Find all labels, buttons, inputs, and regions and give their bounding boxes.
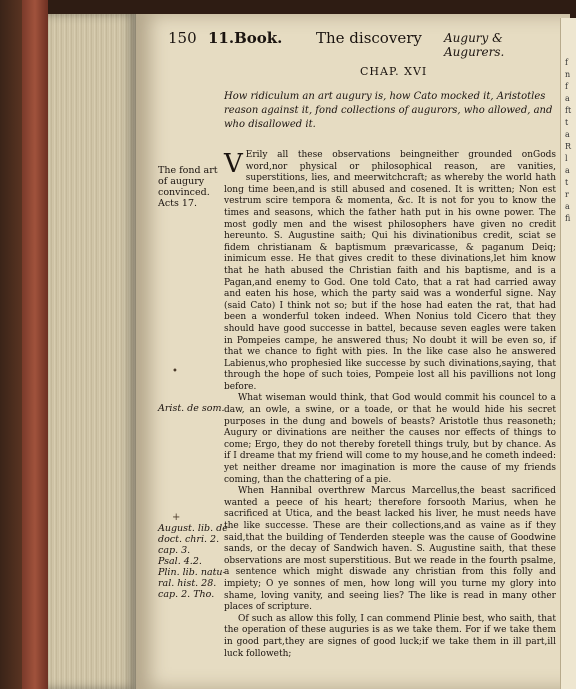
next-page-fragment: a: [565, 166, 570, 175]
page-stack-edge: [48, 14, 136, 689]
next-page-fragment: a: [565, 202, 570, 211]
margin-note-fond-art: The fond art of augury convinced. Acts 17.: [158, 165, 218, 209]
next-page-fragment: l: [565, 154, 568, 163]
paragraph: Of such as allow this folly, I can commend Plinie best, who saith, that the operation of these auguries is as we take them. For if we take them in good part,they are signes of good luck;if we take them in ill part,ill luck followeth;: [224, 613, 556, 659]
next-page-fragment: a: [565, 94, 570, 103]
margin-note-aristotle: Arist. de som.: [158, 403, 225, 414]
chapter-summary: How ridiculum an art augury is, how Cato mocked it, Aristotles reason against it, fond collections of augurors, who allowed, and who disallowed it.: [224, 91, 553, 130]
running-head: Augury & Augurers.: [444, 31, 505, 59]
next-page-fragment: a: [565, 130, 570, 139]
paragraph: V Erily all these observations beingneither grounded onGods word,nor physical or philosophical reason, are vanities, superstitions, lies, and meerwitchcraft; as whereby the world hath long time been,and is still abused and cosened. It is written; Non est vestrum scire tempora & momenta, &c. It is not for you to know the times and seasons, which the father hath put in his owne power. The most godly men and the wisest philosophers have given no credit hereunto. S. Augustine saith; Qui his divinationibus credit, sciat se fidem christianam & baptismum prævaricasse, & paganum Deiq; inimicum esse. He that gives credit to these divinations,let him know that he hath abused the Christian faith and his baptisme, and is a Pagan,and enemy to God. One told Cato, that a rat had carried away and eaten his hose, which the party said was a wonderful signe. Nay (said Cato) I think not so; but if the hose had eaten the rat, that had been a wonderful token indeed. When Nonius told Cicero that they should have good successe in battel, because seven eagles were taken in Pompeies campe, he answered thus; No doubt it will be even so, if that we chance to fight with pies. In the like case also he answered Labienus,who prophesied like successe by such divinations,saying, that through the hope of such toies, Pompeie lost all his pavillions not long before.: [224, 149, 556, 392]
body-text: [224, 150, 556, 660]
chapter-heading: CHAP. XVI: [360, 65, 428, 78]
next-page-fragment: fi: [565, 214, 571, 223]
page-header: [168, 27, 564, 59]
paragraph: What wiseman would think, that God would commit his councel to a daw, an owle, a swine, or a toade, or that he would hide his secret purposes in the dung and bowels of beasts? Aristotle thus reasoneth; Augury or divinations are neither the causes nor effects of things to come; Ergo, they do not thereby foretell things truly, but by chance. As if I dreame that my friend will come to my house,and he cometh indeed: yet neither dreame nor imagination is more the cause of my friends coming, than the chattering of a pie.: [224, 393, 556, 485]
next-page-fragment: t: [565, 178, 569, 187]
next-page-fragment: ft: [565, 106, 572, 115]
book-label: 11.Book.: [208, 29, 283, 47]
drop-cap: V: [224, 149, 243, 179]
page-number: 150: [168, 29, 197, 47]
paragraph: When Hannibal overthrew Marcus Marcellus,the beast sacrificed wanted a peece of his heart; therefore forsooth Marius, when he sacrificed at Utica, and the beast lacked his liver, he must needs have the like successe. These are their collections,and as vaine as if they said,that the building of Tenderden steeple was the cause of Goodwine sands, or the decay of Sandwich haven. S. Augustine saith, that these observations are most superstitious. But we reade in the fourth psalme, a sentence which might diswade any christian from this folly and impiety; O ye sonnes of men, how long will you turne my glory into shame, loving vanity, and seeing lies? The like is read in many other places of scripture.: [224, 486, 556, 613]
next-page-fragment: f: [565, 82, 568, 91]
next-page-fragment: f: [565, 58, 568, 67]
next-page-fragment: t: [565, 118, 569, 127]
next-page-fragment: n: [565, 70, 571, 79]
next-page-fragment: r: [565, 190, 569, 199]
margin-ornament: •: [172, 366, 178, 377]
next-page-edge: [560, 18, 576, 689]
margin-ornament: +: [172, 512, 181, 523]
page-title: The discovery: [316, 29, 422, 47]
book-cover-edge: [22, 0, 48, 689]
margin-note-augustine: August. lib. de doct. chri. 2. cap. 3. Psal. 4.2. Plin. lib. natu- ral. hist. 28. cap. 2. Tho.: [158, 523, 228, 600]
next-page-fragment: R: [565, 142, 572, 151]
